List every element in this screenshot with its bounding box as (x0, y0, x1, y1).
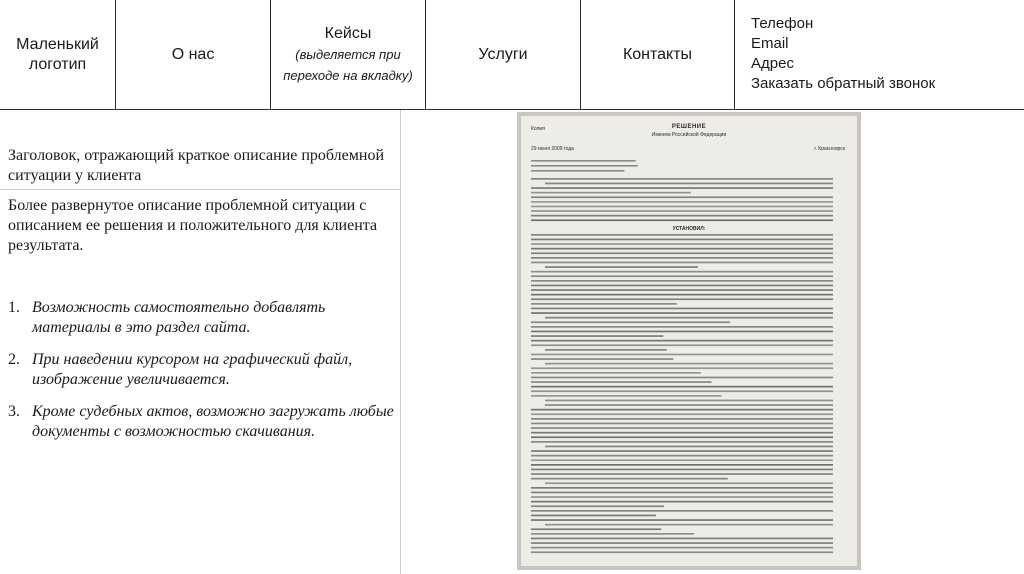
document-text-line (531, 358, 673, 360)
document-text-line (531, 303, 677, 305)
document-text-line (545, 349, 667, 351)
vertical-divider (400, 110, 401, 574)
document-text-line (545, 404, 833, 406)
document-text-line (531, 257, 833, 259)
nav-about[interactable] (116, 0, 271, 109)
top-navigation (0, 0, 1024, 110)
list-item (8, 298, 396, 338)
document-text-line (545, 482, 833, 484)
nav-about-label: О нас (171, 45, 215, 63)
document-text-line (531, 464, 833, 466)
contact-phone[interactable]: Телефон (751, 15, 814, 32)
document-text-line (531, 409, 833, 411)
document-text-line (545, 524, 833, 526)
document-text-line (531, 206, 833, 208)
document-text-line (531, 340, 833, 342)
document-text-line (531, 321, 730, 323)
callback-request-link[interactable]: Заказать обратный звонок (751, 75, 936, 92)
document-text-line (531, 331, 833, 333)
document-text-line (531, 455, 833, 457)
document-text-line (531, 542, 833, 544)
document-text-line (531, 196, 833, 198)
document-text-line (531, 528, 661, 530)
document-text-line (531, 192, 691, 194)
list-item-text: При наведении курсором на графический файл, изображение увеличивается. (32, 351, 353, 388)
logo-text: Маленький логотип (16, 35, 99, 73)
document-text-line (545, 363, 833, 365)
document-text-line (531, 280, 833, 282)
nav-services-label: Услуги (478, 45, 528, 63)
document-text-line (531, 381, 712, 383)
document-text-line (545, 400, 833, 402)
document-text-line (531, 372, 701, 374)
document-text-line (531, 160, 636, 162)
document-text-line (531, 275, 833, 277)
document-title: РЕШЕНИЕ (671, 124, 707, 130)
feature-list (8, 298, 396, 454)
logo-placeholder[interactable] (0, 0, 116, 109)
list-item-text: Возможность самостоятельно добавлять материалы в это раздел сайта. (32, 299, 326, 336)
document-text-line (531, 248, 833, 250)
document-text-line (531, 354, 833, 356)
document-date: 29 июня 2009 года (531, 146, 574, 152)
document-text-line (531, 239, 833, 241)
document-text-line (531, 547, 833, 549)
document-text-line (531, 377, 833, 379)
document-text-line (531, 210, 833, 212)
document-text-line (531, 294, 833, 296)
document-text-line (531, 262, 833, 264)
document-text-line (531, 487, 833, 489)
divider (0, 189, 401, 190)
document-text-line (545, 266, 698, 268)
document-text-line (531, 285, 833, 287)
document-text-line (531, 418, 833, 420)
document-text-line (531, 515, 656, 517)
document-text-line (531, 298, 833, 300)
document-text-line (531, 165, 638, 167)
document-section-heading: УСТАНОВИЛ: (672, 226, 706, 232)
document-text-line (531, 335, 663, 337)
document-text-line (531, 243, 833, 245)
document-text-line (531, 538, 833, 540)
case-headline: Заголовок, отражающий краткое описание проблемной ситуации у клиента (8, 147, 385, 184)
document-text-line (531, 386, 833, 388)
document-text-line (531, 271, 833, 273)
document-text-lines (521, 116, 857, 566)
document-city: г. Красноярск (814, 146, 845, 152)
contact-email[interactable]: Email (751, 35, 789, 52)
document-text-line (531, 469, 833, 471)
court-document-image[interactable] (517, 112, 861, 570)
document-text-line (531, 187, 833, 189)
document-text-line (531, 496, 833, 498)
document-text-line (531, 201, 833, 203)
document-text-line (531, 308, 833, 310)
document-text-line (531, 427, 833, 429)
document-copy-mark: Копия (531, 126, 545, 132)
document-text-line (531, 178, 833, 180)
nav-services[interactable] (426, 0, 581, 109)
list-item-number: 2. (8, 351, 20, 368)
document-text-line (531, 459, 833, 461)
list-item-text: Кроме судебных актов, возможно загружать любые документы с возможностью скачивания. (32, 403, 394, 440)
list-item (8, 402, 396, 442)
nav-contacts[interactable] (581, 0, 735, 109)
document-text-line (531, 478, 728, 480)
document-text-line (531, 501, 833, 503)
document-text-line (531, 170, 624, 172)
document-text-line (531, 423, 833, 425)
document-text-line (531, 441, 833, 443)
nav-cases-hint: (выделяется при переходе на вкладку) (283, 46, 413, 83)
document-text-line (531, 492, 833, 494)
document-text-line (531, 395, 721, 397)
list-item-number: 1. (8, 299, 20, 316)
document-page (521, 116, 857, 566)
case-description-text: Более развернутое описание проблемной ситуации с описанием ее решения и положительного для клиента результата. (8, 197, 378, 254)
document-text-line (531, 367, 833, 369)
nav-contacts-label: Контакты (622, 45, 693, 63)
document-text-line (531, 326, 833, 328)
document-text-line (531, 252, 833, 254)
document-text-line (531, 390, 833, 392)
contact-address[interactable]: Адрес (751, 55, 794, 72)
document-text-line (545, 317, 833, 319)
case-description (0, 110, 401, 574)
document-text-line (531, 473, 833, 475)
contact-info (735, 0, 1024, 109)
document-text-line (531, 289, 833, 291)
document-subtitle: Именем Российской Федерации (651, 132, 727, 138)
list-item (8, 350, 396, 390)
document-text-line (531, 551, 833, 553)
document-text-line (531, 234, 833, 236)
document-text-line (531, 219, 833, 221)
document-text-line (531, 505, 664, 507)
document-text-line (531, 510, 833, 512)
document-text-line (531, 450, 833, 452)
document-text-line (531, 533, 694, 535)
document-text-line (531, 215, 833, 217)
document-text-line (531, 312, 833, 314)
document-text-line (531, 432, 833, 434)
nav-cases-label: Кейсы (324, 24, 372, 42)
document-text-line (531, 519, 833, 521)
document-text-line (545, 183, 833, 185)
list-item-number: 3. (8, 403, 20, 420)
document-text-line (531, 413, 833, 415)
document-text-line (545, 446, 833, 448)
nav-cases[interactable] (271, 0, 426, 109)
document-text-line (531, 436, 833, 438)
document-text-line (531, 344, 833, 346)
